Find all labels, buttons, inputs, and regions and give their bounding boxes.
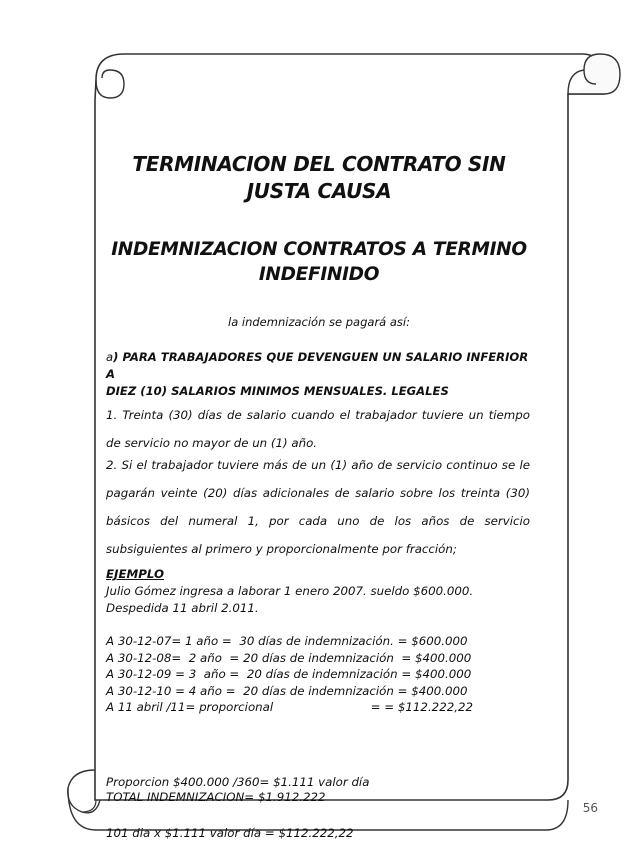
condition-line-1: ) PARA TRABAJADORES QUE DEVENGUEN UN SALARIO INFERIOR A <box>106 350 529 381</box>
example-line-2: Despedida 11 abril 2.011. <box>106 601 259 615</box>
subtitle-line-2: INDEFINIDO <box>258 264 380 285</box>
paragraph-1: 1. Treinta (30) días de salario cuando el trabajador tuviere un tiempo de servicio no mayor de un (1) año. <box>106 408 530 450</box>
paragraph-2: 2. Si el trabajador tuviere más de un (1) año de servicio continuo se le pagarán veinte (20) días adicionales de salario sobre los treinta (30) básicos del numeral 1, por cada uno de los años de servicio subsiguientes al primero y proporcionalmente por fracción; <box>106 458 530 556</box>
intro-text: la indemnización se pagará así: <box>228 315 410 329</box>
calculation-list <box>106 633 536 716</box>
total-line: TOTAL INDEMNIZACION= $1.912.222 <box>106 790 326 804</box>
calculation-line: A 30-12-10 = 4 año = 20 días de indemnización = $400.000 <box>106 683 468 698</box>
proportion-line-1: Proporcion $400.000 /360= $1.111 valor día <box>106 775 370 789</box>
title-line-1: TERMINACION DEL CONTRATO SIN <box>132 152 506 176</box>
condition-prefix: a <box>106 350 114 364</box>
page-title <box>106 151 532 205</box>
subtitle-line-1: INDEMNIZACION CONTRATOS A TERMINO <box>111 239 527 260</box>
proportion-line-2: 101 dia x $1.111 valor día = $112.222,22 <box>106 826 354 840</box>
calculation-line: A 30-12-07= 1 año = 30 días de indemnización. = $600.000 <box>106 634 468 648</box>
title-line-2: JUSTA CAUSA <box>246 179 392 203</box>
section-subtitle <box>106 237 532 287</box>
condition-line-2: DIEZ (10) SALARIOS MINIMOS MENSUALES. LEGALES <box>106 384 449 398</box>
example-heading: EJEMPLO <box>106 567 165 581</box>
calculation-line: A 30-12-08= 2 año = 20 días de indemnización = $400.000 <box>106 650 472 665</box>
condition-text <box>106 349 536 400</box>
calculation-line: A 11 abril /11= proporcional = = $112.222,22 <box>106 700 473 714</box>
page-number: 56 <box>582 801 598 815</box>
calculation-line: A 30-12-09 = 3 año = 20 días de indemnización = $400.000 <box>106 667 472 681</box>
example-line-1: Julio Gómez ingresa a laborar 1 enero 2007. sueldo $600.000. <box>106 584 474 598</box>
